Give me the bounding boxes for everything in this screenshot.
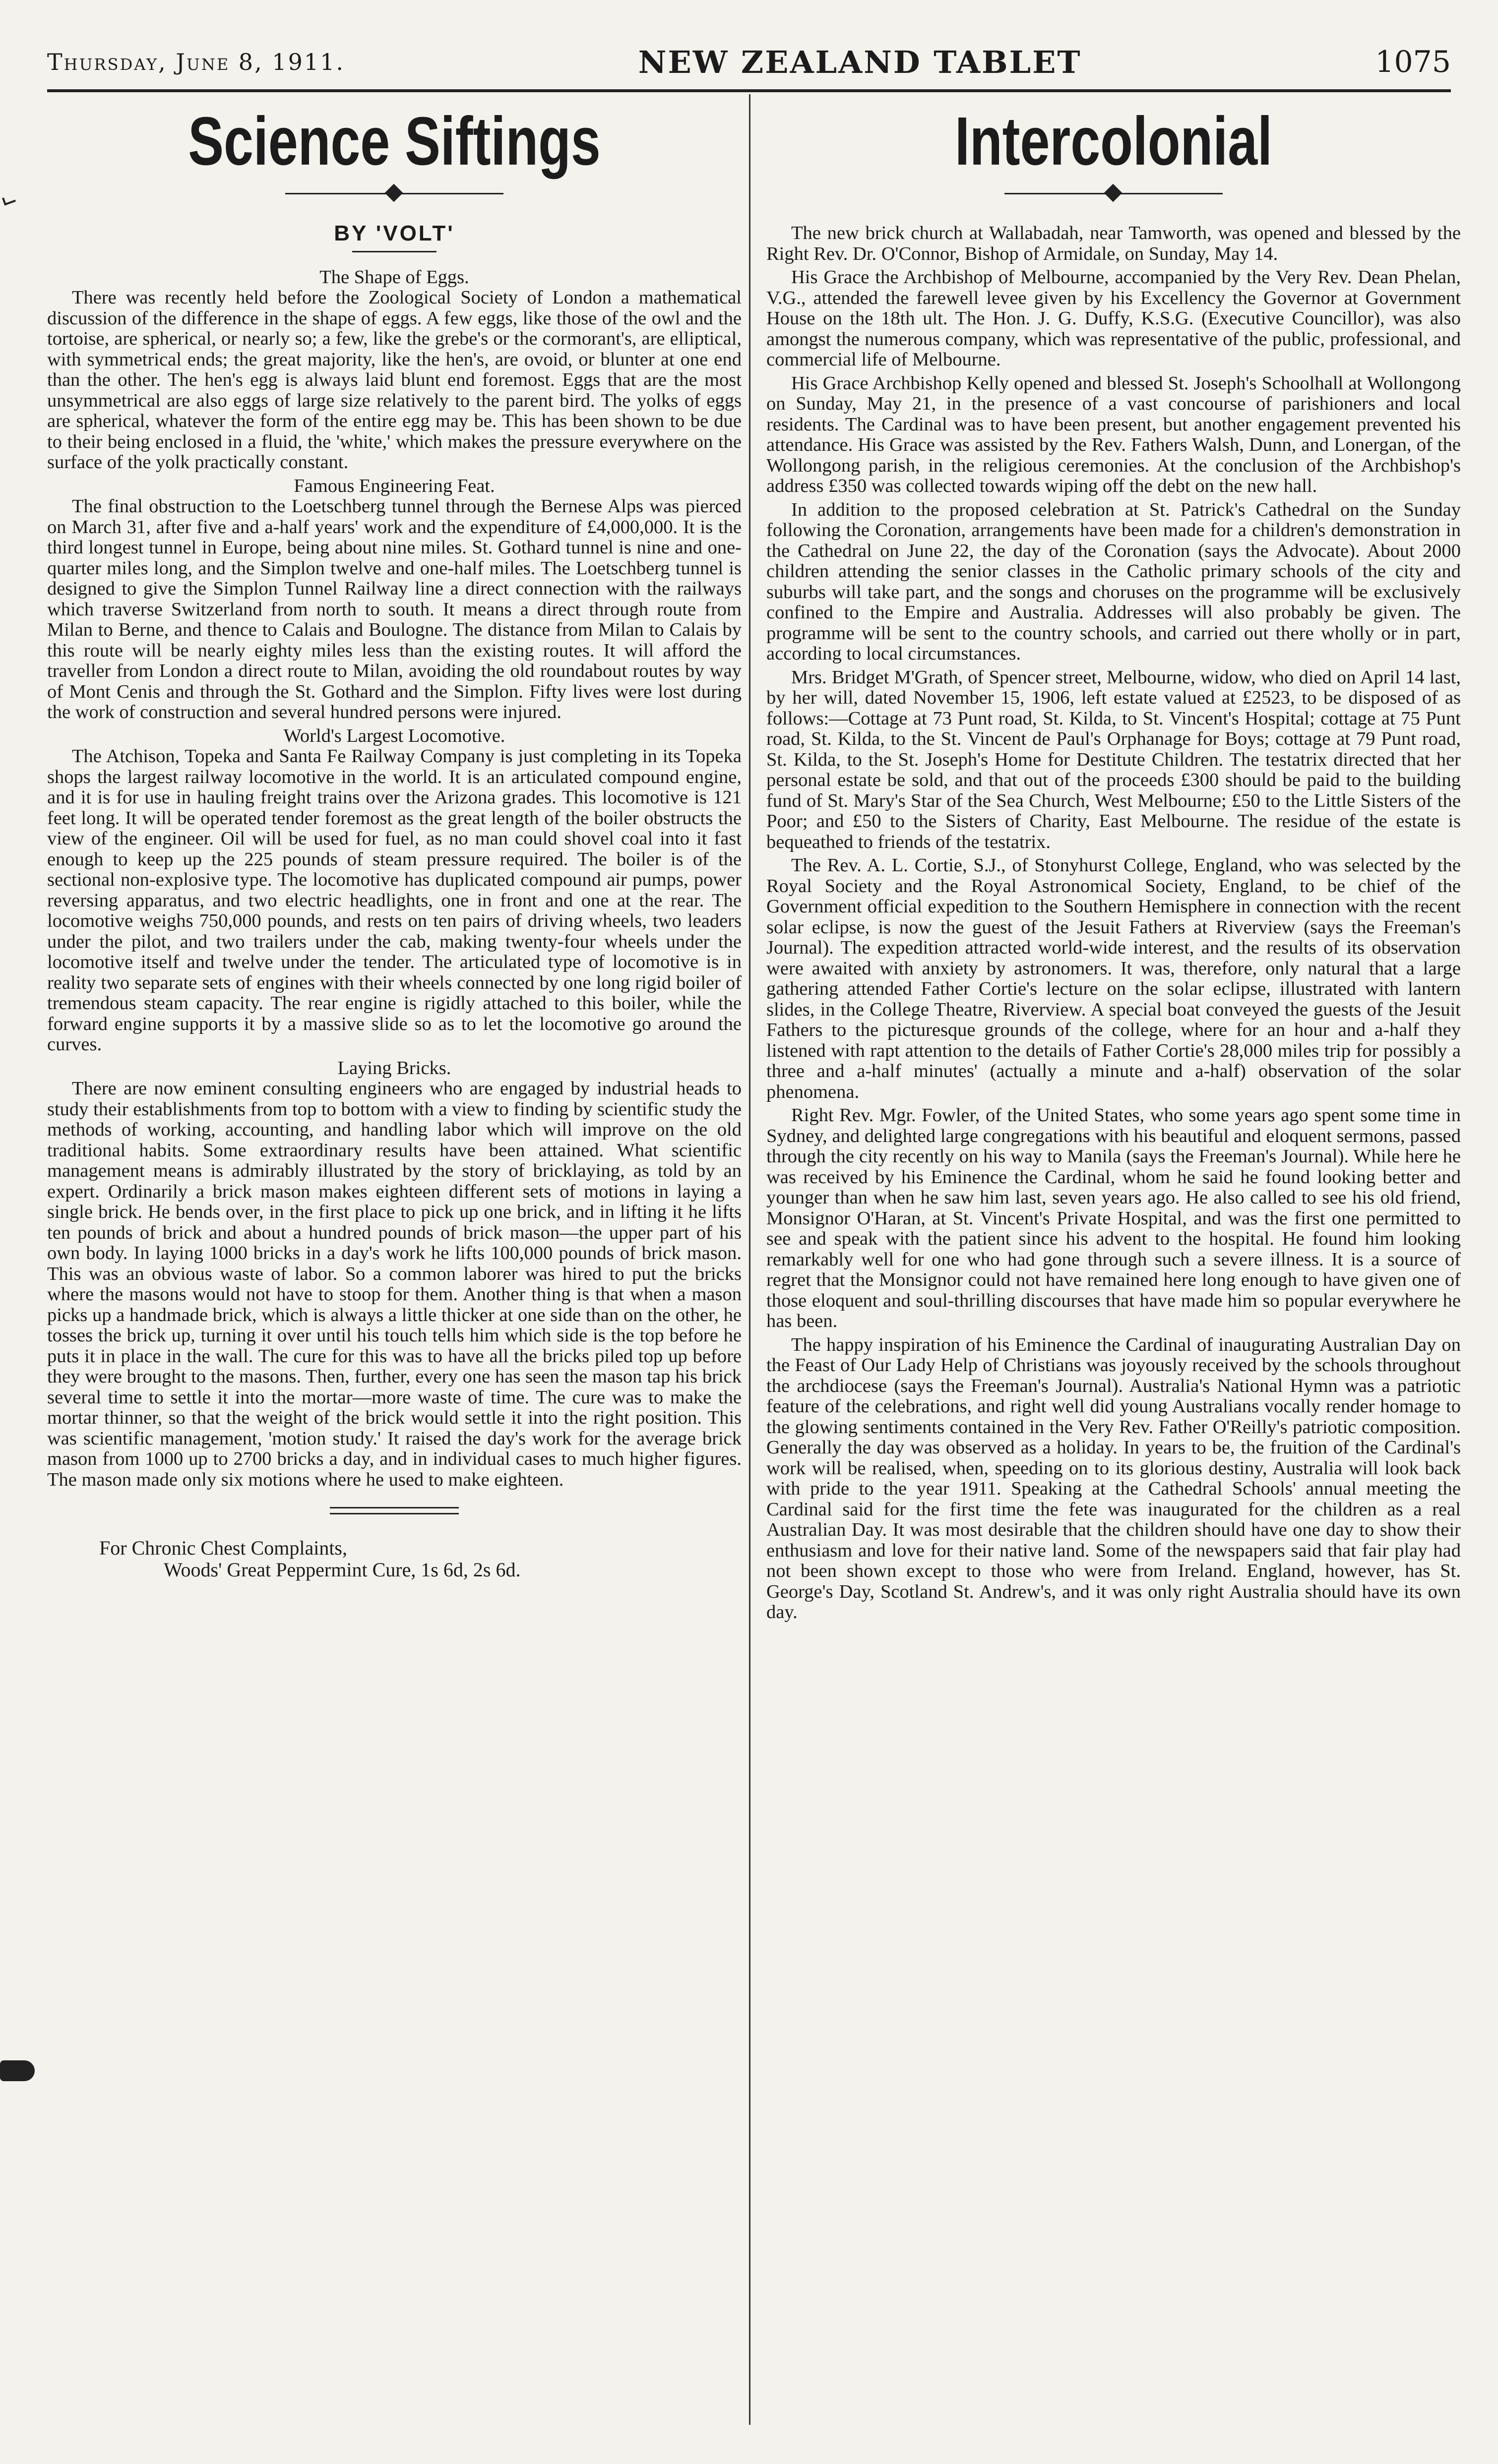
news-paragraph: In addition to the proposed celebration at St. Patrick's Cathedral on the Sunday following the Coronation, arrangements have been made for a children's demonstration in the Cathedral on June 22, the day of the Coronation (says the Advocate). About 2000 children attending the senior classes in the Catholic primary schools of the city and suburbs will take part, and the songs and choruses on the programme will be exclusively confined to the Empire and Australia. Addresses will also probably be given. The programme will be sent to the country schools, and carried out there wholly or in part, according to local circumstances.: [766, 499, 1461, 664]
double-rule: [330, 1507, 459, 1514]
page-number: 1075: [1375, 45, 1451, 79]
intercolonial-column: [766, 94, 1461, 2425]
article-heading: The Shape of Eggs.: [319, 266, 469, 288]
advert-line: Woods' Great Peppermint Cure, 1s 6d, 2s 6d.: [164, 1559, 521, 1581]
pointing-hand-icon: [0, 2060, 35, 2081]
diamond-ornament-icon: [1104, 184, 1123, 202]
article-paragraph: The Atchison, Topeka and Santa Fe Railway Company is just completing in its Topeka shops the largest railway locomotive in the world. It is an articulated compound engine, and it is for use in hauling freight trains over the Arizona grades. This locomotive is 121 feet long. It will be operated tender foremost as the great length of the boiler obstructs the view of the engineer. Oil will be used for fuel, as no man could shovel coal into it fast enough to keep up the 225 pounds of steam pressure required. The boiler is of the sectional non-explosive type. The locomotive has duplicated compound air pumps, power reversing apparatus, and two electric headlights, one in front and one at the rear. The locomotive weighs 750,000 pounds, and rests on ten pairs of driving wheels, two leaders under the pilot, and two trailers under the cab, making twenty-four wheels under the locomotive itself and twelve under the tender. The articulated type of locomotive is in reality two separate sets of engines with their wheels connected by one long rigid boiler of tremendous steam capacity. The rear engine is rigidly attached to this boiler, while the forward engine supports it by a massive slide so as to let the locomotive go around the curves.: [47, 746, 742, 1055]
article-paragraph: The final obstruction to the Loetschberg tunnel through the Bernese Alps was pierced on March 31, after five and a-half years' work and the expenditure of £4,000,000. It is the third longest tunnel in Europe, being about nine miles. St. Gothard tunnel is nine and one-quarter miles long, and the Simplon twelve and one-half miles. The Loetschberg tunnel is designed to give the Simplon Tunnel Railway line a direct connection with the railways which traverse Switzerland from north to south. It means a direct through route from Milan to Berne, and thence to Calais and Boulogne. The distance from Milan to Calais by this route will be nearly eighty miles less than the existing routes. It will afford the traveller from London a direct route to Milan, avoiding the old roundabout routes by way of Mont Cenis and through the St. Gothard and the Simplon. Fifty lives were lost during the work of construction and several hundred persons were injured.: [47, 496, 742, 722]
advertisement: [99, 1537, 742, 1581]
ornamental-rule: [285, 183, 503, 203]
news-paragraph: The new brick church at Wallabadah, near Tamworth, was opened and blessed by the Right Rev. Dr. O'Connor, Bishop of Armidale, on Sunday, May 14.: [766, 223, 1461, 264]
margin-mark-icon: [2, 194, 16, 205]
article-paragraph: There was recently held before the Zoological Society of London a mathematical discussion of the difference in the shape of eggs. A few eggs, like those of the owl and the tortoise, are spherical, or nearly so; a few, like the grebe's or the cormorant's, are elliptical, with symmetrical ends; the great majority, like the hen's, are ovoid, or blunter at one end than the other. The hen's egg is always laid blunt end foremost. Eggs that are the most unsymmetrical are also eggs of large size relatively to the parent bird. The yolks of eggs are spherical, whatever the form of the entire egg may be. This has been shown to be due to their being enclosed in a fluid, the 'white,' which makes the pressure everywhere on the surface of the yolk practically constant.: [47, 287, 742, 473]
page-header: [47, 35, 1451, 92]
article-paragraph: There are now eminent consulting engineers who are engaged by industrial heads to study their establishments from top to bottom with a view to finding by scientific study the methods of working, accounting, and handling labor which will improve on the old traditional habits. Some extraordinary results have been attained. What scientific management means is admirably illustrated by the story of bricklaying, as told by an expert. Ordinarily a brick mason makes eighteen different sets of motions in laying a single brick. He bends over, in the first place to pick up one brick, and in lifting it he lifts ten pounds of brick and about a hundred pounds of brick mason—the upper part of his own body. In laying 1000 bricks in a day's work he lifts 100,000 pounds of brick mason. This was an obvious waste of labor. So a common laborer was hired to put the bricks where the masons would not have to stoop for them. Another thing is that when a mason picks up a handmade brick, which is always a little thicker at one side than on the other, he tosses the brick up, turning it over until his touch tells him which side is the top before he puts it in place in the wall. The cure for this was to have all the bricks piled top up before they were brought to the masons. Then, further, every one has seen the mason tap his brick several time to settle it into the mortar—more waste of time. The cure was to make the mortar thinner, so that the weight of the brick would settle it into the right position. This was scientific management, 'motion study.' It raised the day's work for the average brick mason from 1000 up to 2700 bricks a day, and in individual cases to much higher figures. The mason made only six motions where he used to make eighteen.: [47, 1078, 742, 1490]
masthead-title: NEW ZEALAND TABLET: [638, 44, 1082, 80]
diamond-ornament-icon: [385, 184, 403, 202]
science-siftings-column: [47, 94, 742, 2425]
news-paragraph: The Rev. A. L. Cortie, S.J., of Stonyhurst College, England, who was selected by the Royal Society and the Royal Astronomical Society, England, to be chief of the Government official expedition to the Southern Hemisphere in connection with the recent solar eclipse, is now the guest of the Jesuit Fathers at Riverview (says the Freeman's Journal). The expedition attracted world-wide interest, and the results of its observation were awaited with anxiety by astronomers. It was, therefore, only natural that a large gathering attended Father Cortie's lecture on the solar eclipse, illustrated with lantern slides, in the College Theatre, Riverview. A special boat conveyed the guests of the Jesuit Fathers to the picturesque grounds of the college, where for an hour and a-half they listened with rapt attention to the details of Father Cortie's 28,000 miles trip for possibly a three and a-half minutes' (actually a minute and a-half) observation of the solar phenomena.: [766, 855, 1461, 1102]
advert-line: For Chronic Chest Complaints,: [99, 1537, 347, 1559]
column-divider: [749, 94, 750, 2425]
news-paragraph: His Grace Archbishop Kelly opened and blessed St. Joseph's Schoolhall at Wollongong on Sunday, May 21, in the presence of a vast concourse of parishioners and local residents. The Cardinal was to have been present, but another engagement prevented his attendance. His Grace was assisted by the Rev. Fathers Walsh, Dunn, and Lonergan, of the Wollongong parish, in the religious ceremonies. At the conclusion of the Archbishop's address £350 was collected towards wiping off the debt on the new hall.: [766, 372, 1461, 496]
byline: BY 'VOLT': [334, 221, 455, 245]
section-title: Intercolonial: [955, 103, 1272, 180]
section-title: Science Siftings: [188, 103, 601, 180]
news-paragraph: Mrs. Bridget M'Grath, of Spencer street, Melbourne, widow, who died on April 14 last, by her will, dated November 15, 1906, left estate valued at £2523, to be disposed of as follows:—Cottage at 73 Punt road, St. Kilda, to St. Vincent's Hospital; cottage at 75 Punt road, St. Kilda, to the St. Vincent de Paul's Orphanage for Boys; cottage at 79 Punt road, St. Kilda, to the St. Joseph's Home for Destitute Children. The testatrix directed that her personal estate be sold, and that out of the proceeds £300 should be paid to the building fund of St. Mary's Star of the Sea Church, West Melbourne; £50 to the Little Sisters of the Poor; and £50 to the Sisters of Charity, East Melbourne. The residue of the estate is bequeathed to friends of the testatrix.: [766, 666, 1461, 852]
ornamental-rule: [1004, 183, 1223, 203]
article-heading: Laying Bricks.: [337, 1057, 451, 1079]
news-paragraph: His Grace the Archbishop of Melbourne, accompanied by the Very Rev. Dean Phelan, V.G., attended the farewell levee given by his Excellency the Governor at Government House on the 18th ult. The Hon. J. G. Duffy, K.S.G. (Executive Councillor), was also amongst the numerous company, which was representative of the public, professional, and commercial life of Melbourne.: [766, 267, 1461, 370]
issue-date: Thursday, June 8, 1911.: [47, 49, 345, 75]
news-paragraph: The happy inspiration of his Eminence the Cardinal of inaugurating Australian Day on the Feast of Our Lady Help of Christians was joyously received by the schools throughout the archdiocese (says the Freeman's Journal). Australia's National Hymn was a patriotic feature of the celebrations, and right well did young Australians vocally render homage to the glowing sentiments contained in the Very Rev. Father O'Reilly's patriotic composition. Generally the day was observed as a holiday. In years to be, the fruition of the Cardinal's work will be realised, when, speeding on to its glorious destiny, Australia will look back with pride to the year 1911. Speaking at the Cathedral Schools' annual meeting the Cardinal said for the first time the fete was inaugurated for the children as a real Australian Day. It was most desirable that the children should have one day to show their enthusiasm and love for their native land. Some of the newspapers said that fair play had not been shown except to those who were from Ireland. England, however, has St. George's Day, Scotland St. Andrew's, and it was only right Australia should have its own day.: [766, 1334, 1461, 1623]
article-heading: World's Largest Locomotive.: [283, 725, 505, 746]
news-paragraph: Right Rev. Mgr. Fowler, of the United States, who some years ago spent some time in Sydney, and delighted large congregations with his beautiful and eloquent sermons, passed through the city recently on his way to Manila (says the Freeman's Journal). While here he was received by his Eminence the Cardinal, whom he said he found looking better and younger than when he saw him last, seven years ago. He also called to see his old friend, Monsignor O'Haran, at St. Vincent's Private Hospital, and was the first one permitted to see and speak with the patient since his advent to the hospital. He found him looking remarkably well for one who had gone through such a severe illness. It is a source of regret that the Monsignor could not have remained here long enough to have given one of those eloquent and soul-thrilling discourses that have made him so popular everywhere he has been.: [766, 1105, 1461, 1331]
divider-rule: [352, 251, 437, 252]
article-heading: Famous Engineering Feat.: [294, 475, 495, 496]
